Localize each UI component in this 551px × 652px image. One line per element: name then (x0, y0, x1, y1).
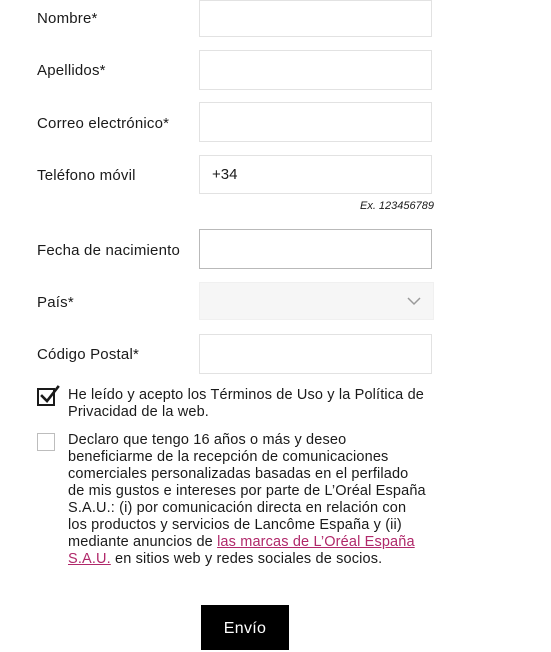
postal-field-box (199, 334, 432, 374)
correo-field-box (199, 102, 432, 142)
marketing-text-before: Declaro que tengo 16 años o más y deseo beneficiarme de la recepción de comunicaciones comerciales personalizadas basadas en el perfilado de mis gustos e intereses por parte de L’Oréal España S.A.U.: (i) por comunicación directa en relación con los productos y servicios de Lancôme España y (ii) mediante anuncios de (68, 432, 426, 550)
apellidos-label: Apellidos* (37, 62, 106, 79)
telefono-label: Teléfono móvil (37, 167, 136, 184)
fecha-row (37, 229, 434, 269)
nombre-field-box (199, 0, 432, 37)
phone-input[interactable] (200, 156, 431, 193)
nombre-label: Nombre* (37, 10, 98, 27)
submit-button[interactable]: Envío (201, 605, 289, 650)
postal-code-input[interactable] (200, 335, 431, 373)
terms-consent-text: He leído y acepto los Términos de Uso y la Política de Privacidad de la web. (68, 387, 425, 420)
pais-label: País* (37, 294, 74, 311)
marketing-consent-row (37, 431, 427, 591)
apellidos-field-box (199, 50, 432, 90)
phone-format-hint: Ex. 123456789 (359, 200, 434, 212)
nombre-row (37, 0, 434, 38)
apellidos-row (37, 50, 434, 90)
fecha-label: Fecha de nacimiento (37, 242, 181, 259)
correo-label: Correo electrónico* (37, 115, 170, 132)
email-input[interactable] (200, 103, 431, 141)
marketing-consent-text (68, 432, 428, 568)
fecha-field-box (199, 229, 432, 269)
birthdate-input[interactable] (200, 230, 431, 268)
loreal-brands-link[interactable]: las marcas de L’Oréal España S.A.U. (68, 534, 415, 567)
postal-label: Código Postal* (37, 346, 140, 363)
chevron-down-icon (407, 294, 421, 308)
telefono-row (37, 155, 434, 215)
terms-consent-row (37, 386, 427, 422)
telefono-field-box (199, 155, 432, 194)
checkmark-icon (39, 384, 61, 406)
country-select[interactable] (199, 282, 434, 320)
apellidos-input[interactable] (200, 51, 431, 89)
terms-checkbox[interactable] (37, 388, 55, 406)
nombre-input[interactable] (200, 1, 431, 36)
marketing-text-after: en sitios web y redes sociales de socios. (110, 551, 383, 567)
pais-row (37, 282, 434, 320)
postal-row (37, 334, 434, 374)
correo-row (37, 102, 434, 142)
marketing-checkbox[interactable] (37, 433, 55, 451)
